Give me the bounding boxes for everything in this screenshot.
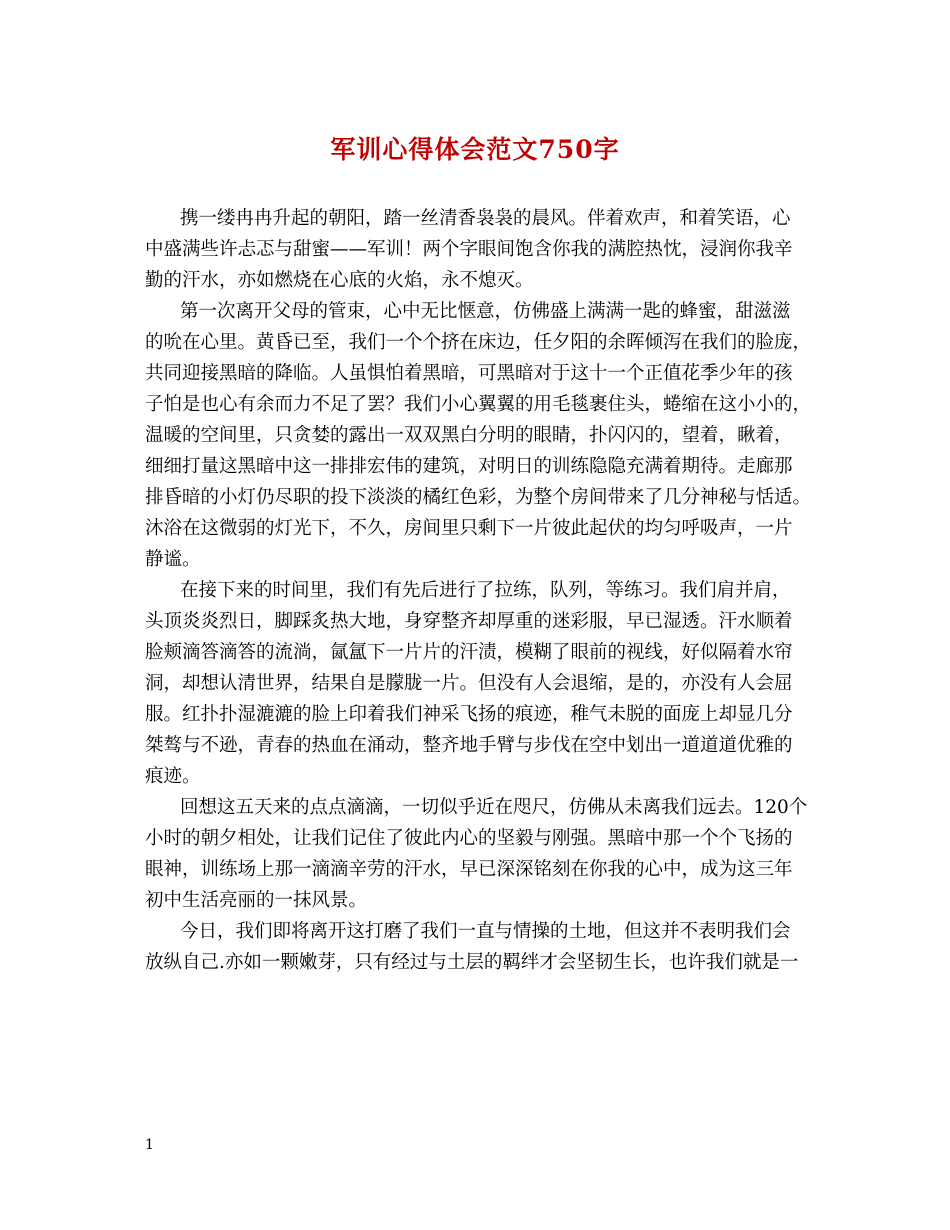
paragraph-line: 勤的汗水，亦如燃烧在心底的火焰，永不熄灭。 <box>145 270 534 291</box>
paragraph-line: 第一次离开父母的管束，心中无比惬意，仿佛盛上满满一匙的蜂蜜，甜滋滋 <box>180 301 791 322</box>
document-body <box>145 203 812 978</box>
paragraph-line: 共同迎接黑暗的降临。人虽惧怕着黑暗，可黑暗对于这十一个正值花季少年的孩 <box>145 363 793 384</box>
document-title: 军训心得体会范文750字 <box>330 135 620 164</box>
paragraph-line: 细细打量这黑暗中这一排排宏伟的建筑，对明日的训练隐隐充满着期待。走廊那 <box>145 456 793 477</box>
paragraph-line: 回想这五天来的点点滴滴，一切似乎近在咫尺，仿佛从未离我们远去。120个 <box>180 797 808 818</box>
paragraph-line: 温暖的空间里，只贪婪的露出一双双黑白分明的眼睛，扑闪闪的，望着，瞅着， <box>145 425 793 446</box>
paragraph-line: 服。红扑扑湿漉漉的脸上印着我们神采飞扬的痕迹，稚气未脱的面庞上却显几分 <box>145 704 793 725</box>
page-number: 1 <box>145 1137 154 1153</box>
paragraph-line: 脸颊滴答滴答的流淌，氤氲下一片片的汗渍，模糊了眼前的视线，好似隔着水帘 <box>145 642 793 663</box>
paragraph-line: 沐浴在这微弱的灯光下，不久，房间里只剩下一片彼此起伏的均匀呼吸声，一片 <box>145 518 793 539</box>
paragraph-line: 携一缕冉冉升起的朝阳，踏一丝清香袅袅的晨风。伴着欢声，和着笑语，心 <box>180 208 791 229</box>
paragraph-line: 小时的朝夕相处，让我们记住了彼此内心的坚毅与刚强。黑暗中那一个个飞扬的 <box>145 828 793 849</box>
paragraph-line: 洞，却想认清世界，结果自是朦胧一片。但没有人会退缩，是的，亦没有人会屈 <box>145 673 793 694</box>
paragraph-line: 初中生活亮丽的一抹风景。 <box>145 890 368 911</box>
paragraph-line: 子怕是也心有余而力不足了罢？我们小心翼翼的用毛毯裹住头，蜷缩在这小小的， <box>145 394 812 415</box>
paragraph-line: 的吮在心里。黄昏已至，我们一个个挤在床边，任夕阳的余晖倾泻在我们的脸庞， <box>145 332 812 353</box>
paragraph-line: 痕迹。 <box>145 766 201 787</box>
paragraph-line: 排昏暗的小灯仍尽职的投下淡淡的橘红色彩，为整个房间带来了几分神秘与恬适。 <box>145 487 812 508</box>
paragraph-line: 桀骜与不逊，青春的热血在涌动，整齐地手臂与步伐在空中划出一道道道优雅的 <box>145 735 793 756</box>
paragraph-line: 中盛满些许忐忑与甜蜜——军训！两个字眼间饱含你我的满腔热忱，浸润你我辛 <box>145 239 793 260</box>
paragraph-line: 放纵自己.亦如一颗嫩芽，只有经过与土层的羁绊才会坚韧生长，也许我们就是一 <box>145 952 799 973</box>
paragraph-line: 今日，我们即将离开这打磨了我们一直与情操的土地，但这并不表明我们会 <box>180 921 791 942</box>
paragraph-line: 静谧。 <box>145 549 201 570</box>
paragraph-line: 在接下来的时间里，我们有先后进行了拉练，队列，等练习。我们肩并肩， <box>180 580 791 601</box>
paragraph-line: 眼神，训练场上那一滴滴辛劳的汗水，早已深深铭刻在你我的心中，成为这三年 <box>145 859 793 880</box>
paragraph-line: 头顶炎炎烈日，脚踩炙热大地，身穿整齐却厚重的迷彩服，早已湿透。汗水顺着 <box>145 611 793 632</box>
